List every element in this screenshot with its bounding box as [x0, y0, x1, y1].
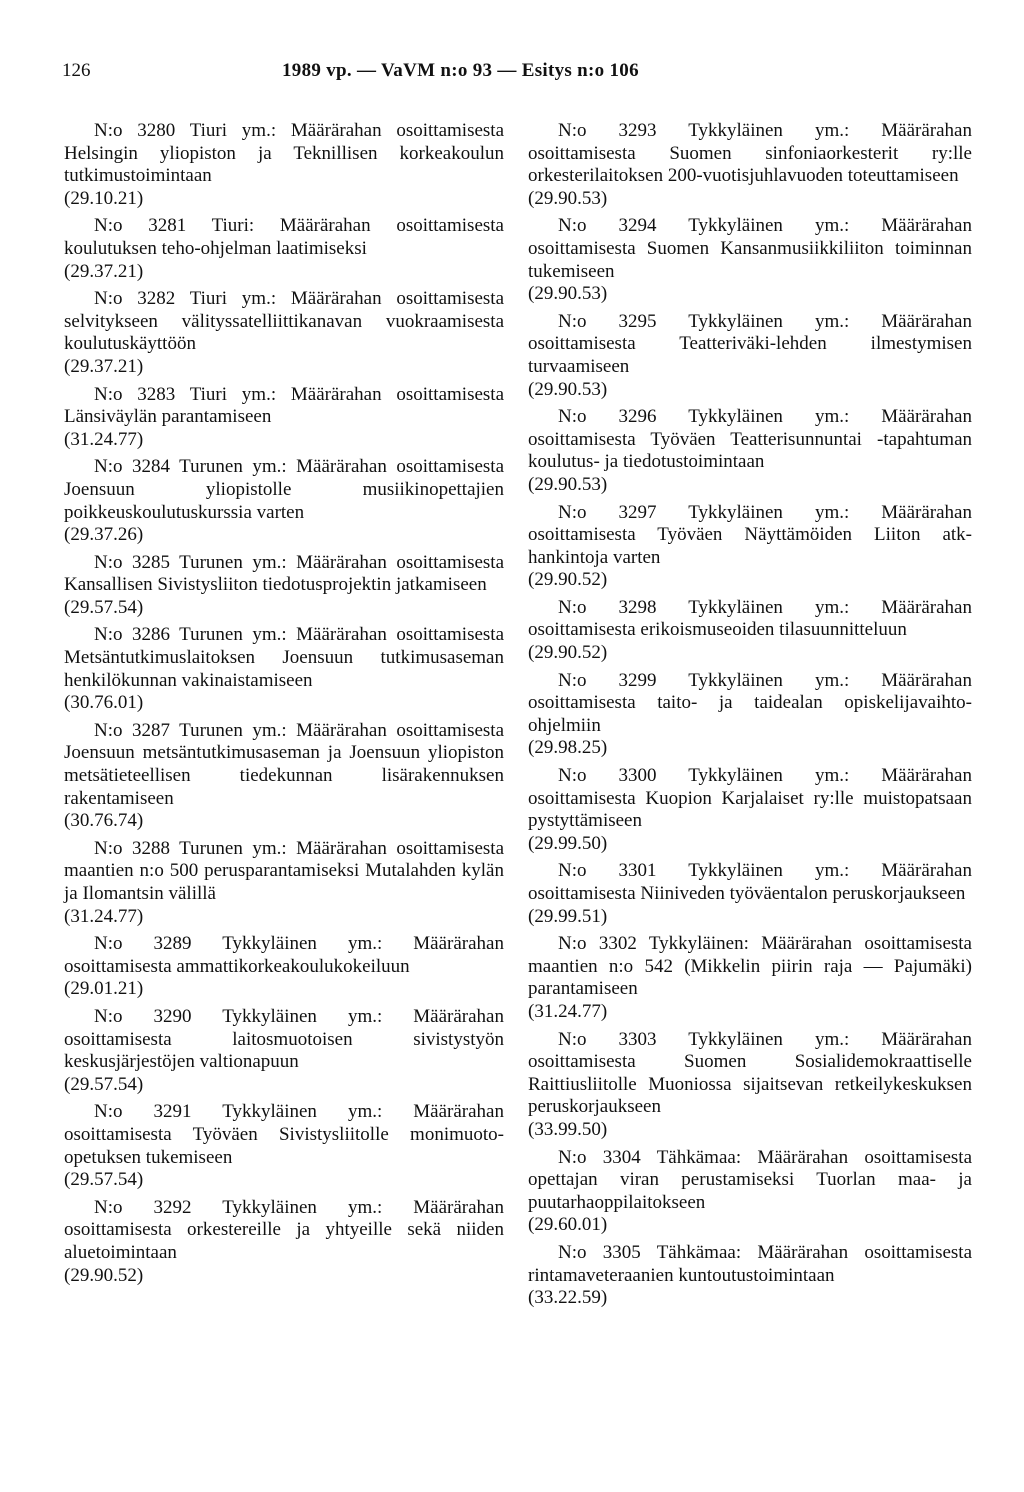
list-item	[64, 1197, 504, 1287]
entry-code: (31.24.77)	[64, 428, 144, 450]
list-item	[528, 860, 972, 928]
entry-title: N:o 3295 Tykkyläinen ym.: Määrärahan osoittamisesta Teatteriväki-lehden ilmestymisen turvaamiseen	[528, 310, 972, 377]
list-item	[528, 120, 972, 210]
entry-code: (31.24.77)	[64, 905, 144, 927]
entry-code: (30.76.74)	[64, 810, 144, 832]
entry-code: (29.01.21)	[64, 978, 144, 1000]
list-item	[528, 670, 972, 760]
list-item	[64, 552, 504, 620]
entry-code: (29.57.54)	[64, 1169, 144, 1191]
entry-title: N:o 3296 Tykkyläinen ym.: Määrärahan osoittamisesta Työväen Teatterisunnuntai -tapahtuman koulutus- ja tiedotustoimintaan	[528, 406, 972, 473]
list-item	[528, 1029, 972, 1142]
entry-code: (29.57.54)	[64, 1073, 144, 1095]
entry-title: N:o 3301 Tykkyläinen ym.: Määrärahan osoittamisesta Niiniveden työväentalon peruskorjaukseen	[528, 860, 972, 904]
entry-code: (30.76.01)	[64, 692, 144, 714]
page-number: 126	[62, 60, 91, 81]
entry-code: (31.24.77)	[528, 1000, 608, 1022]
entry-title: N:o 3304 Tähkämaa: Määrärahan osoittamisesta opettajan viran perustamiseksi Tuorlan maa- ja puutarhaoppilaitokseen	[528, 1146, 972, 1213]
entry-code: (29.90.53)	[528, 473, 608, 495]
entry-title: N:o 3299 Tykkyläinen ym.: Määrärahan osoittamisesta taito- ja taidealan opiskelijavaihto-ohjelmiin	[528, 669, 972, 736]
list-item	[528, 1242, 972, 1310]
list-item	[528, 311, 972, 401]
list-item	[64, 624, 504, 714]
entry-code: (29.90.52)	[528, 642, 608, 664]
entry-code: (29.90.53)	[528, 378, 608, 400]
left-column	[64, 120, 504, 1292]
entry-title: N:o 3286 Turunen ym.: Määrärahan osoittamisesta Metsäntutkimuslaitoksen Joensuun tutkimusaseman henkilökunnan vakinaistamiseen	[64, 624, 504, 691]
entry-title: N:o 3297 Tykkyläinen ym.: Määrärahan osoittamisesta Työväen Näyttämöiden Liiton atk-hankintoja varten	[528, 501, 972, 568]
entry-title: N:o 3305 Tähkämaa: Määrärahan osoittamisesta rintamaveteraanien kuntoutustoimintaan	[528, 1241, 972, 1286]
list-item	[528, 933, 972, 1023]
entry-code: (33.99.50)	[528, 1118, 608, 1140]
list-item	[528, 597, 972, 665]
entry-code: (29.57.54)	[64, 596, 144, 618]
page-header	[62, 60, 962, 90]
entry-title: N:o 3289 Tykkyläinen ym.: Määrärahan osoittamisesta ammattikorkeakoulukokeiluun	[64, 933, 504, 977]
entry-code: (29.90.53)	[528, 187, 608, 209]
entry-code: (29.37.21)	[64, 355, 144, 377]
entry-title: N:o 3280 Tiuri ym.: Määrärahan osoittamisesta Helsingin yliopiston ja Teknillisen korkeakoulun tutkimustoimintaan	[64, 120, 504, 187]
entry-title: N:o 3294 Tykkyläinen ym.: Määrärahan osoittamisesta Suomen Kansanmusiikkiliiton toiminnan tukemiseen	[528, 215, 972, 282]
entry-title: N:o 3302 Tykkyläinen: Määrärahan osoittamisesta maantien n:o 542 (Mikkelin piirin raja — Pajumäki) parantamiseen	[528, 933, 972, 1000]
list-item	[64, 933, 504, 1001]
entry-title: N:o 3293 Tykkyläinen ym.: Määrärahan osoittamisesta Suomen sinfoniaorkesterit ry:lle orkesterilaitoksen 200-vuotisjuhlavuoden toteuttamiseen	[528, 120, 972, 187]
entry-title: N:o 3282 Tiuri ym.: Määrärahan osoittamisesta selvitykseen välityssatelliittikanavan vuokraamisesta koulutuskäyttöön	[64, 288, 504, 355]
entry-title: N:o 3281 Tiuri: Määrärahan osoittamisesta koulutuksen teho-ohjelman laatimiseksi	[64, 215, 504, 259]
entry-title: N:o 3291 Tykkyläinen ym.: Määrärahan osoittamisesta Työväen Sivistysliitolle monimuoto-opetuksen tukemiseen	[64, 1101, 504, 1168]
entry-code: (29.37.21)	[64, 260, 144, 282]
list-item	[64, 384, 504, 452]
entry-code: (33.22.59)	[528, 1287, 608, 1309]
entry-title: N:o 3283 Tiuri ym.: Määrärahan osoittamisesta Länsiväylän parantamiseen	[64, 383, 504, 428]
list-item	[64, 120, 504, 210]
entry-title: N:o 3288 Turunen ym.: Määrärahan osoittamisesta maantien n:o 500 perusparantamiseksi Mutalahden kylän ja Ilomantsin välillä	[64, 837, 504, 904]
entry-title: N:o 3298 Tykkyläinen ym.: Määrärahan osoittamisesta erikoismuseoiden tilasuunnitteluun	[528, 596, 972, 641]
entry-code: (29.90.53)	[528, 283, 608, 305]
entry-code: (29.98.25)	[528, 737, 608, 759]
list-item	[64, 720, 504, 833]
entry-title: N:o 3285 Turunen ym.: Määrärahan osoittamisesta Kansallisen Sivistysliiton tiedotusprojektin jatkamiseen	[64, 551, 504, 596]
entry-code: (29.90.52)	[528, 569, 608, 591]
right-column	[528, 120, 972, 1315]
list-item	[528, 1147, 972, 1237]
list-item	[528, 502, 972, 592]
entry-code: (29.99.51)	[528, 905, 608, 927]
entry-title: N:o 3284 Turunen ym.: Määrärahan osoittamisesta Joensuun yliopistolle musiikinopettajien poikkeuskoulutuskurssia varten	[64, 456, 504, 523]
list-item	[528, 765, 972, 855]
entry-code: (29.10.21)	[64, 187, 144, 209]
list-item	[64, 456, 504, 546]
entry-code: (29.60.01)	[528, 1214, 608, 1236]
entry-title: N:o 3292 Tykkyläinen ym.: Määrärahan osoittamisesta orkestereille ja yhtyeille sekä niiden aluetoimintaan	[64, 1196, 504, 1263]
entry-title: N:o 3303 Tykkyläinen ym.: Määrärahan osoittamisesta Suomen Sosialidemokraattiselle Raittiusliitolle Muoniossa sijaitsevan retkeilykeskuksen peruskorjaukseen	[528, 1028, 972, 1118]
entry-code: (29.37.26)	[64, 524, 144, 546]
running-title: 1989 vp. — VaVM n:o 93 — Esitys n:o 106	[282, 60, 639, 81]
list-item	[64, 215, 504, 283]
list-item	[528, 215, 972, 305]
entry-code: (29.90.52)	[64, 1264, 144, 1286]
list-item	[64, 838, 504, 928]
entry-title: N:o 3300 Tykkyläinen ym.: Määrärahan osoittamisesta Kuopion Karjalaiset ry:lle muistopatsaan pystyttämiseen	[528, 765, 972, 832]
list-item	[528, 406, 972, 496]
list-item	[64, 1006, 504, 1096]
list-item	[64, 288, 504, 378]
entry-code: (29.99.50)	[528, 832, 608, 854]
list-item	[64, 1101, 504, 1191]
entry-title: N:o 3287 Turunen ym.: Määrärahan osoittamisesta Joensuun metsäntutkimusaseman ja Joensuun yliopiston metsätieteellisen tiedekunnan lisärakennuksen rakentamiseen	[64, 719, 504, 809]
entry-title: N:o 3290 Tykkyläinen ym.: Määrärahan osoittamisesta laitosmuotoisen sivistystyön keskusjärjestöjen valtionapuun	[64, 1005, 504, 1073]
